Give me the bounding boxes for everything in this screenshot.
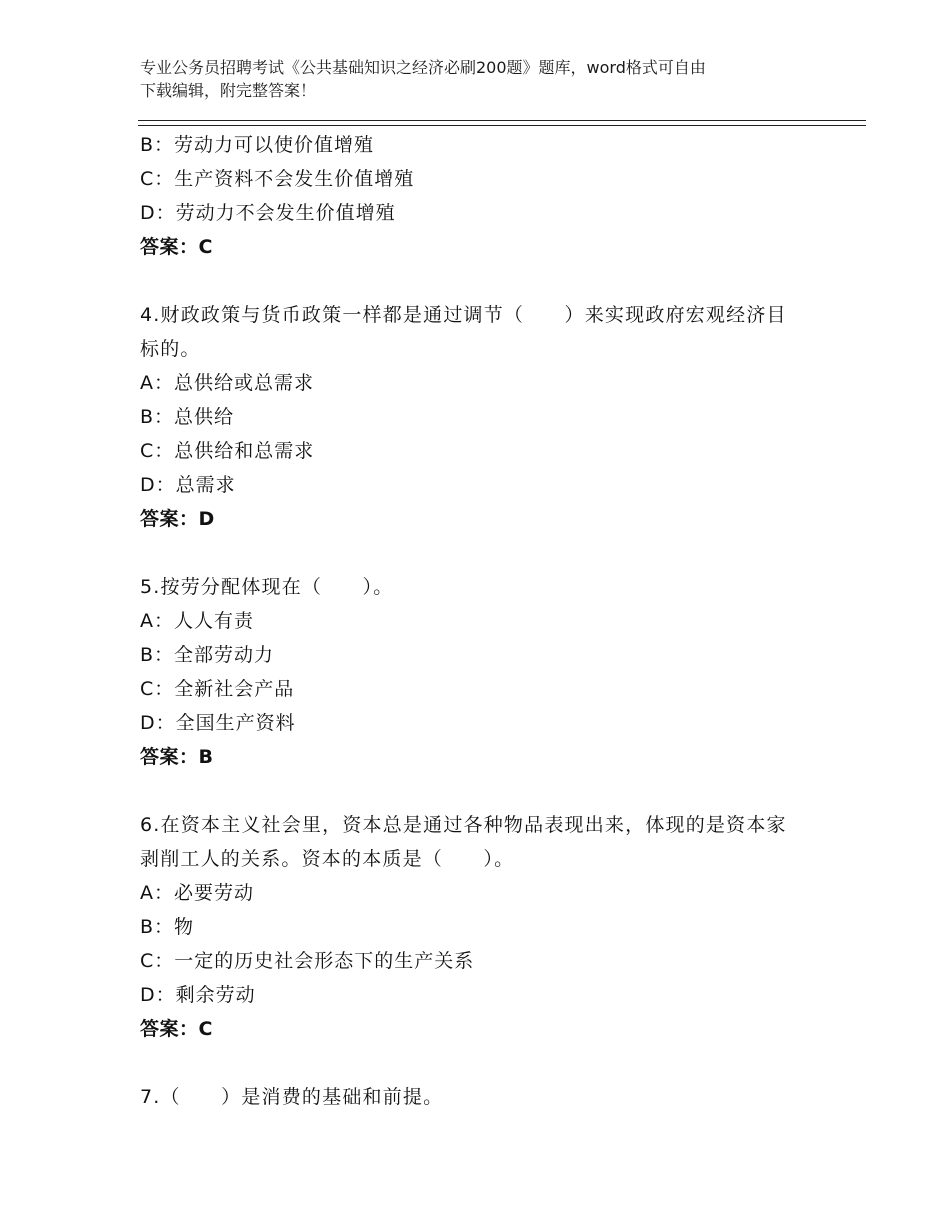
header-divider	[138, 120, 866, 126]
question-stem: 6.在资本主义社会里，资本总是通过各种物品表现出来，体现的是资本家剥削工人的关系。资本的本质是（ ）。	[140, 814, 787, 870]
answer: 答案：C	[140, 236, 213, 258]
option-d: D：全国生产资料	[140, 712, 296, 734]
question-6	[140, 808, 840, 1046]
partial-question	[140, 128, 840, 264]
answer: 答案：B	[140, 746, 214, 768]
option-d: D：劳动力不会发生价值增殖	[140, 202, 396, 224]
header-line-2: 下载编辑，附完整答案！	[140, 81, 317, 100]
page-header	[140, 56, 820, 102]
option-b: B：总供给	[140, 406, 235, 428]
option-d: D：剩余劳动	[140, 984, 256, 1006]
option-d: D：总需求	[140, 474, 236, 496]
option-c: C：总供给和总需求	[140, 440, 315, 462]
question-list	[140, 128, 840, 1114]
option-c: C：全新社会产品	[140, 678, 295, 700]
option-a: A：必要劳动	[140, 882, 254, 904]
question-4	[140, 298, 840, 536]
answer: 答案：D	[140, 508, 215, 530]
question-stem: 7.（ ）是消费的基础和前提。	[140, 1086, 444, 1108]
option-b: B：物	[140, 916, 195, 938]
option-a: A：总供给或总需求	[140, 372, 314, 394]
option-b: B：全部劳动力	[140, 644, 275, 666]
header-line-1: 专业公务员招聘考试《公共基础知识之经济必刷200题》题库，word格式可自由	[140, 58, 706, 77]
option-a: A：人人有责	[140, 610, 254, 632]
question-5	[140, 570, 840, 774]
option-c: C：一定的历史社会形态下的生产关系	[140, 950, 475, 972]
option-b: B：劳动力可以使价值增殖	[140, 134, 375, 156]
question-stem: 4.财政政策与货币政策一样都是通过调节（ ）来实现政府宏观经济目标的。	[140, 304, 787, 360]
question-7	[140, 1080, 840, 1114]
option-c: C：生产资料不会发生价值增殖	[140, 168, 415, 190]
question-stem: 5.按劳分配体现在（ ）。	[140, 576, 394, 598]
answer: 答案：C	[140, 1018, 213, 1040]
